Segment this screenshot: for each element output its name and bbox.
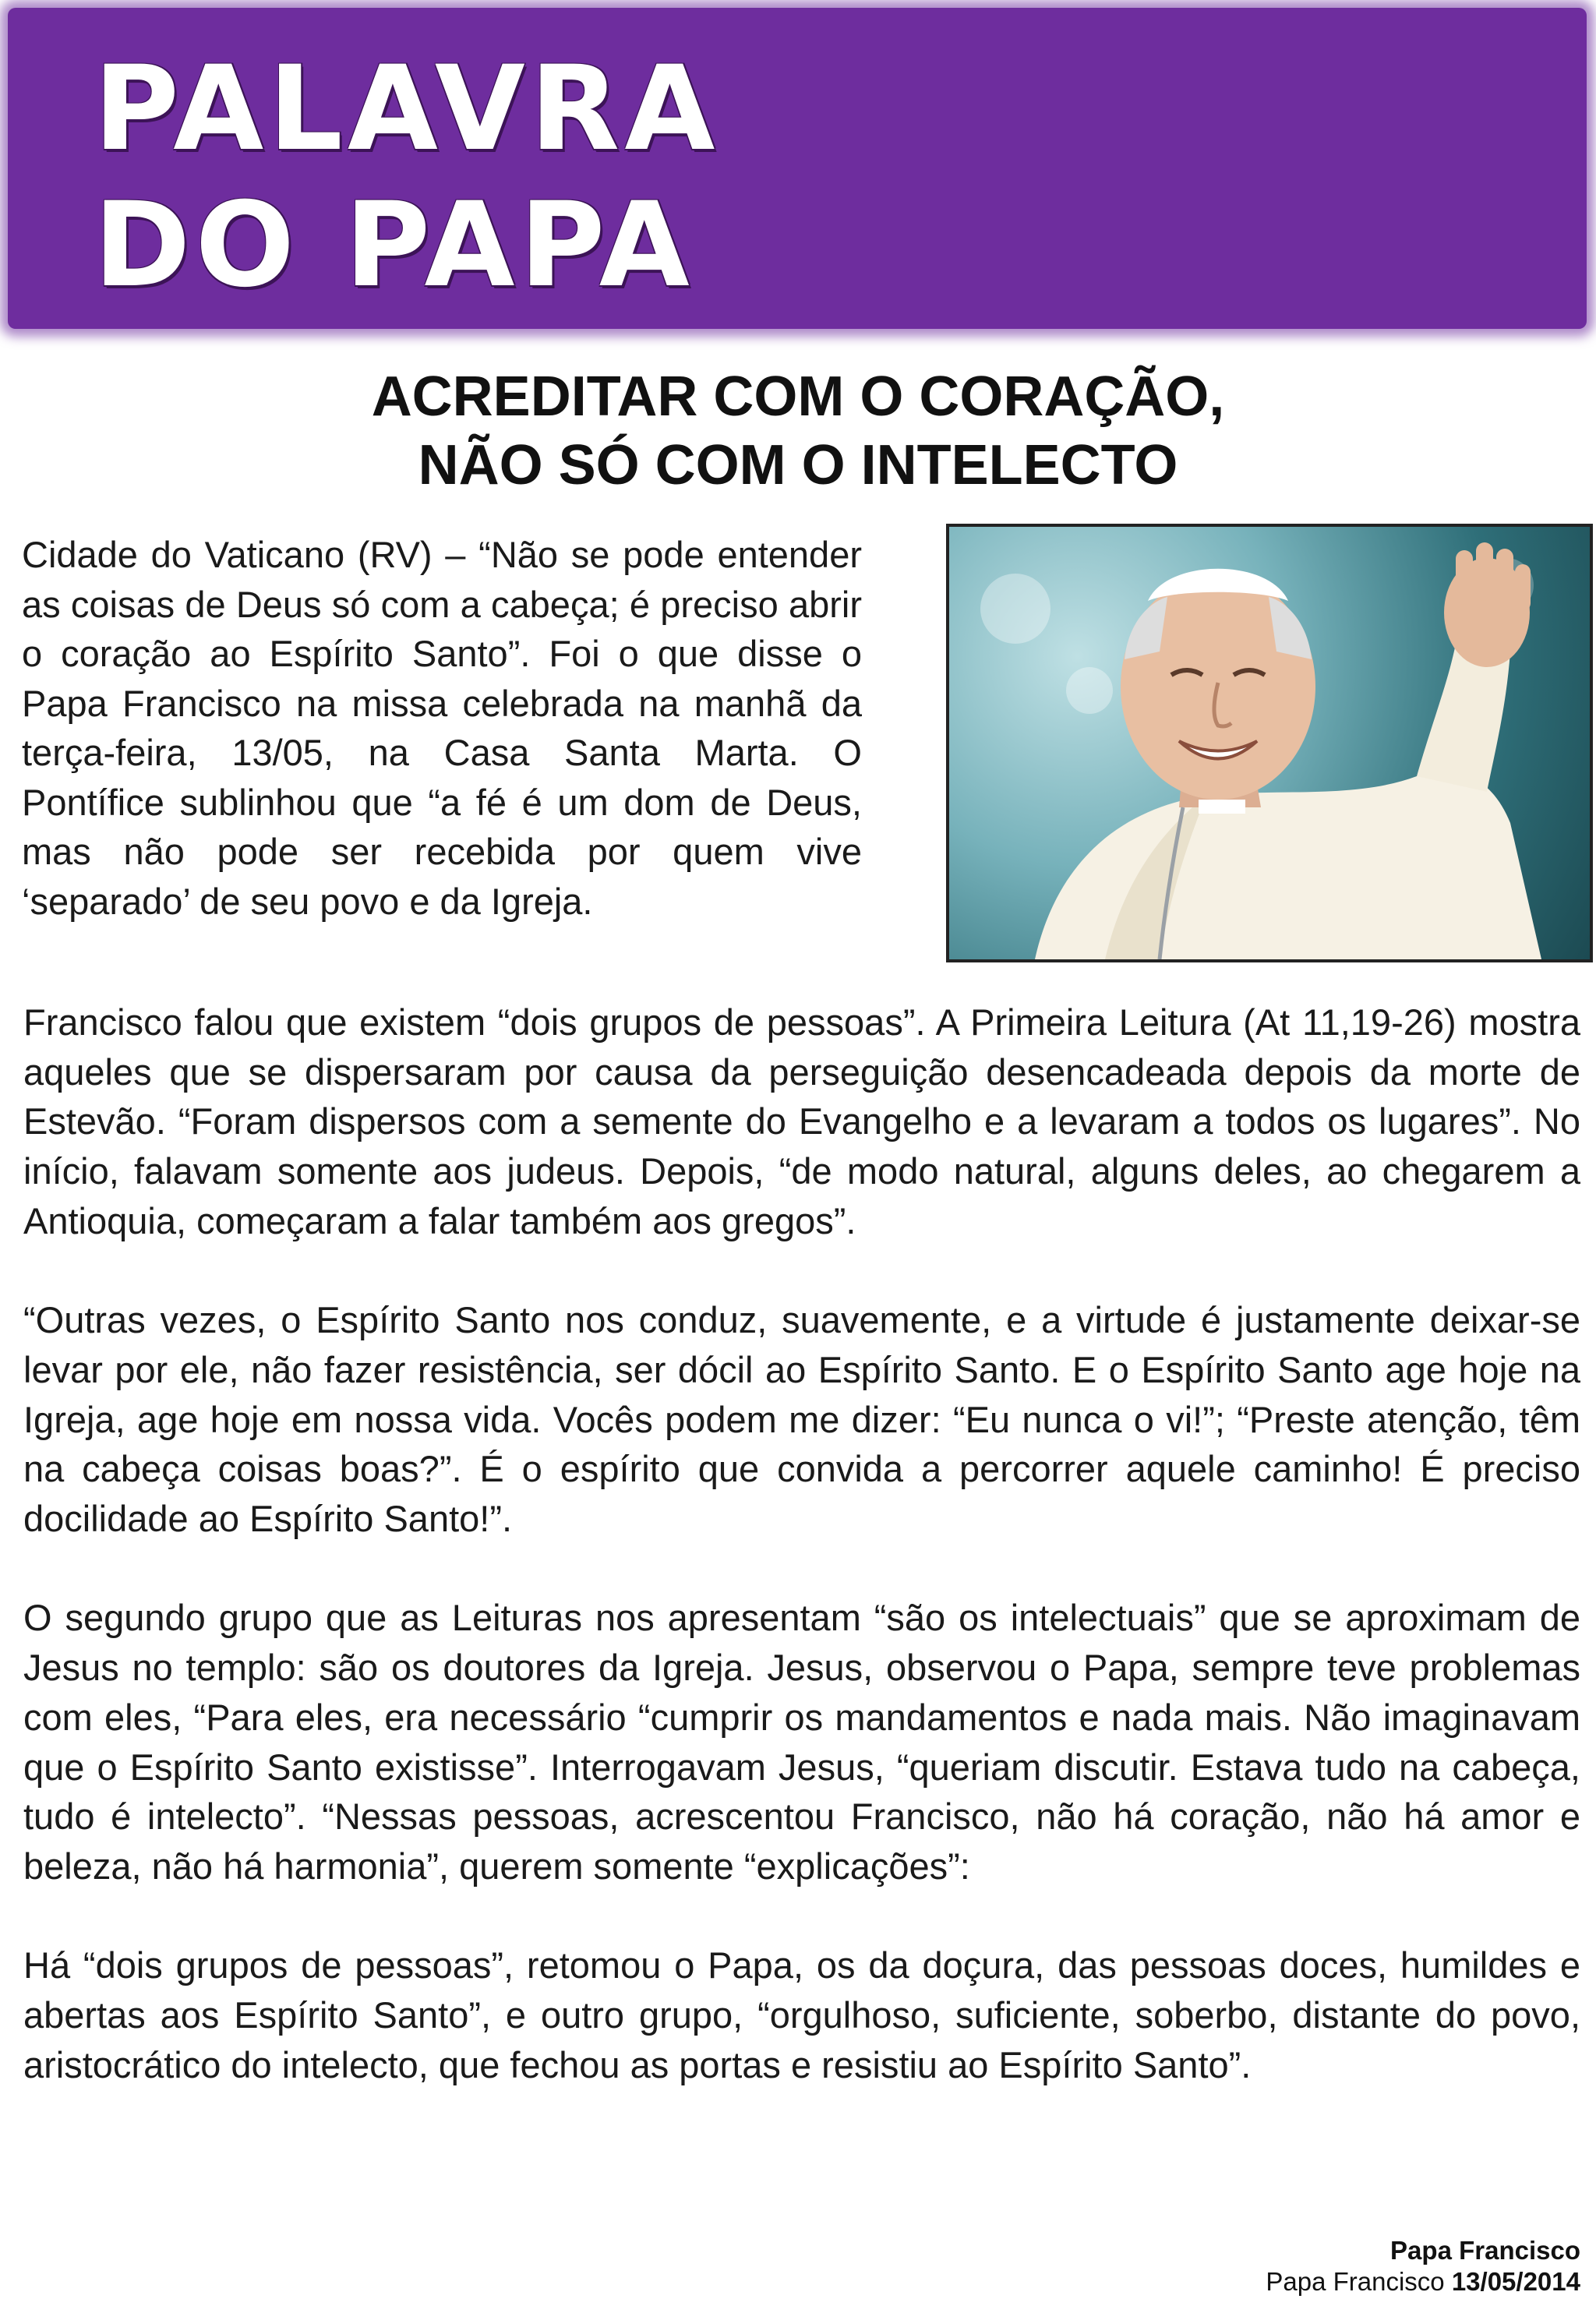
- signature-author: Papa Francisco: [1390, 2236, 1580, 2265]
- body-paragraph-3: O segundo grupo que as Leituras nos apresentam “são os intelectuais” que se aproximam de Jesus no templo: são os doutores da Igreja. Jesus, observou o Papa, sempre teve problemas com eles, “Para eles, era necessário “cumprir os mandamentos e nada mais. Não imaginavam que o Espírito Santo existisse”. Interrogavam Jesus, “queriam discutir. Estava tudo na cabeça, tudo é intelecto”. “Nessas pessoas, acrescentou Francisco, não há coração, não há amor e beleza, não há harmonia”, querem somente “explicações”:: [23, 1597, 1580, 1887]
- article-title-line1: ACREDITAR COM O CORAÇÃO,: [371, 365, 1225, 428]
- header-banner: [8, 8, 1587, 329]
- signature-date: 13/05/2014: [1451, 2267, 1580, 2296]
- article-body: [23, 998, 1580, 2139]
- article-title-line2: NÃO SÓ COM O INTELECTO: [418, 434, 1178, 496]
- pope-francis-waving-photo: [946, 524, 1593, 962]
- banner-title-line1: PALAVRA: [94, 41, 720, 177]
- signature-credit-name: Papa Francisco: [1266, 2267, 1445, 2296]
- signature-credit: [1266, 2266, 1580, 2297]
- pope-illustration: [949, 527, 1590, 959]
- body-paragraph-2: “Outras vezes, o Espírito Santo nos conduz, suavemente, e a virtude é justamente deixar-se levar por ele, não fazer resistência, ser dócil ao Espírito Santo. E o Espírito Santo age hoje na Igreja, age hoje em nossa vida. Vocês podem me dizer: “Eu nunca o vi!”; “Preste atenção, têm na cabeça coisas boas?”. É o espírito que convida a percorrer aquele caminho! É preciso docilidade ao Espírito Santo!”.: [23, 1299, 1580, 1540]
- body-paragraph-4: Há “dois grupos de pessoas”, retomou o Papa, os da doçura, das pessoas doces, humildes e abertas aos Espírito Santo”, e outro grupo, “orgulhoso, suficiente, soberbo, distante do povo, aristocrático do intelecto, que fechou as portas e resistiu ao Espírito Santo”.: [23, 1944, 1580, 2085]
- banner-title-line2: DO PAPA: [94, 178, 694, 313]
- body-paragraph-1: Francisco falou que existem “dois grupos de pessoas”. A Primeira Leitura (At 11,19-26) mostra aqueles que se dispersaram por causa da perseguição desencadeada depois da morte de Estevão. “Foram dispersos com a semente do Evangelho e a levaram a todos os lugares”. No início, falavam somente aos judeus. Depois, “de modo natural, alguns deles, ao chegarem a Antioquia, começaram a falar também aos gregos”.: [23, 1001, 1580, 1241]
- intro-paragraph: Cidade do Vaticano (RV) – “Não se pode entender as coisas de Deus só com a cabeça; é preciso abrir o coração ao Espírito Santo”. Foi o que disse o Papa Francisco na missa celebrada na manhã da terça-feira, 13/05, na Casa Santa Marta. O Pontífice sublinhou que “a fé é um dom de Deus, mas não pode ser recebida por quem vive ‘separado’ de seu povo e da Igreja.: [22, 534, 862, 922]
